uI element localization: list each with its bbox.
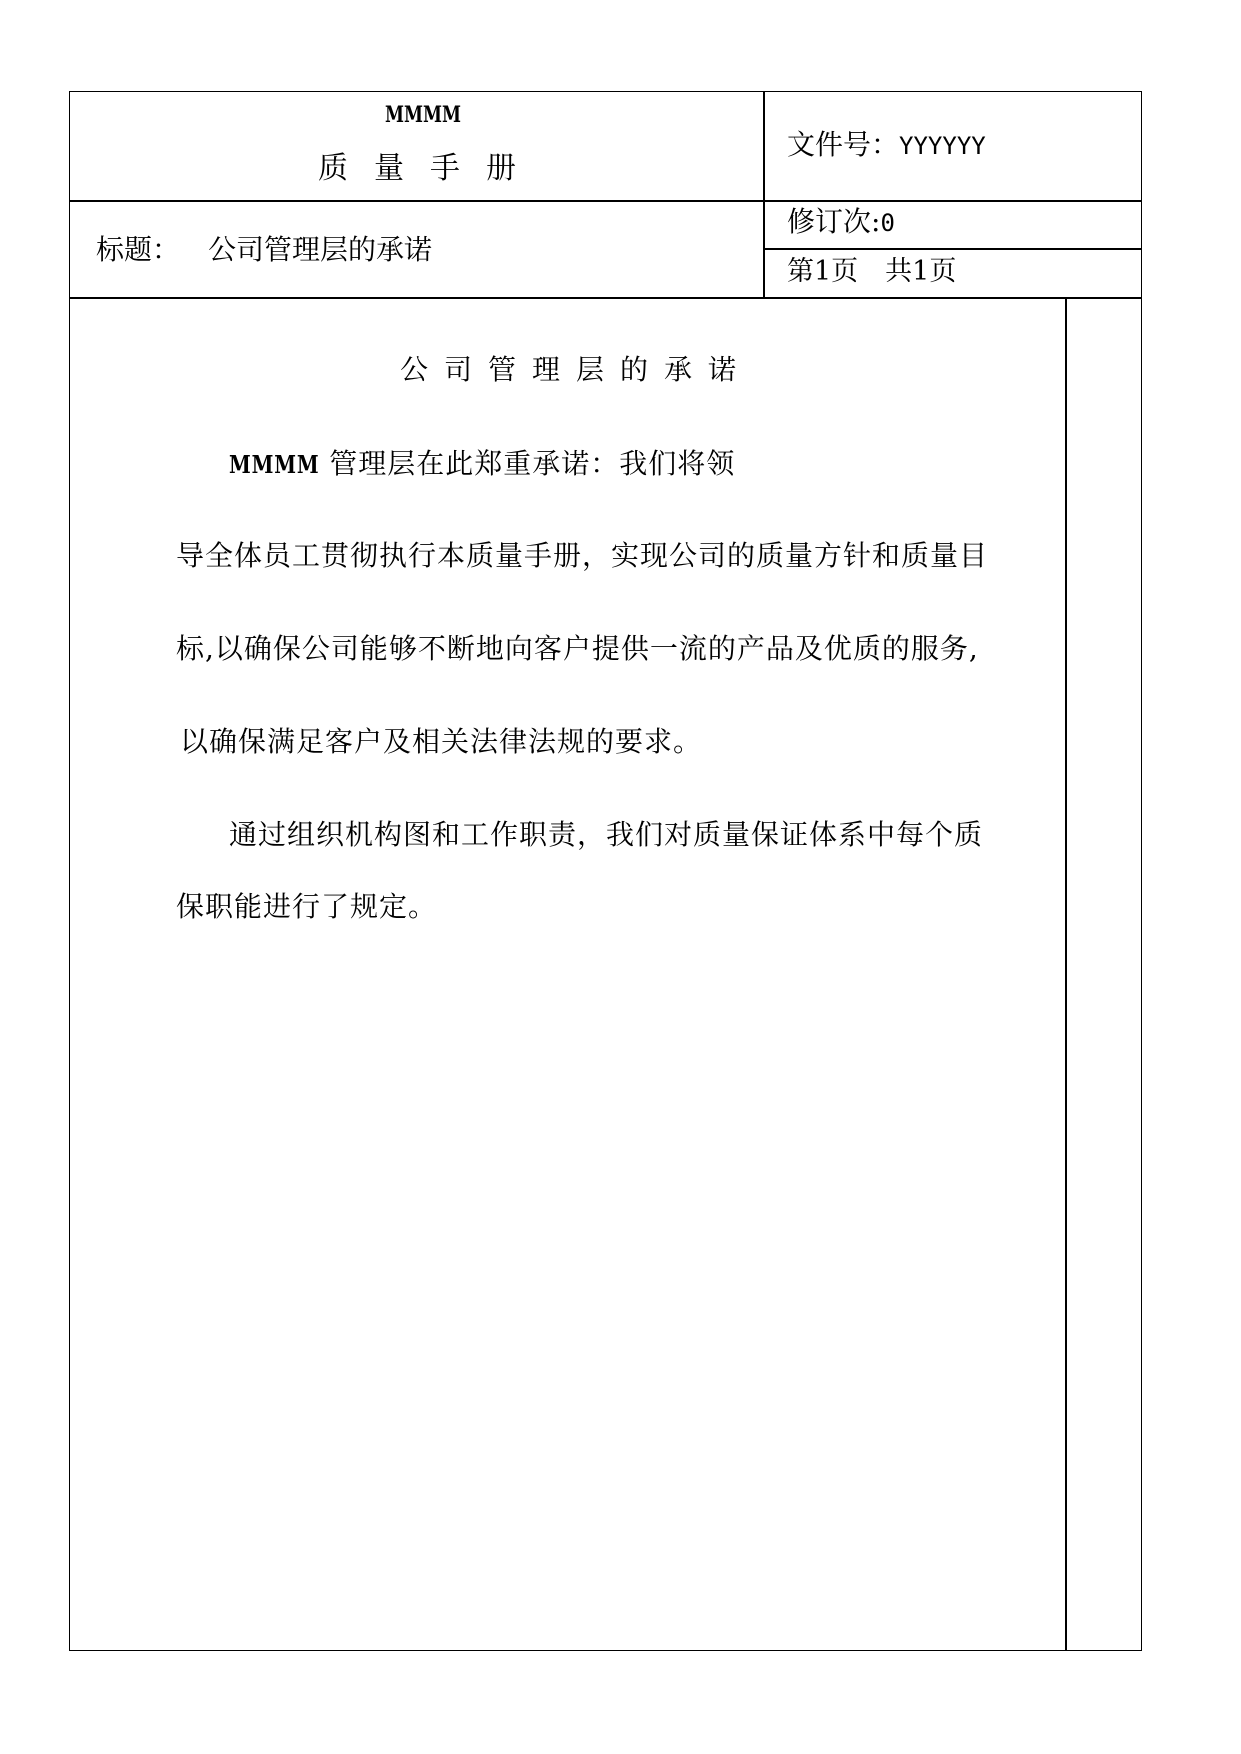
- paragraph-2-line-1: 通过组织机构图和工作职责，我们对质量保证体系中每个质: [229, 818, 984, 851]
- paragraph-1-line-4: 以确保满足客户及相关法律法规的要求。: [180, 725, 703, 758]
- body-margin-divider: [1065, 297, 1067, 1651]
- header-row-divider: [69, 200, 1142, 202]
- subject-label: 标题：: [96, 233, 181, 266]
- document-frame: [69, 91, 1142, 1651]
- revision-value: 0: [880, 209, 895, 237]
- paragraph-1-text: 管理层在此郑重承诺：我们将领: [329, 447, 736, 480]
- company-name: MMMM: [385, 102, 461, 128]
- paragraph-1-line-2: 导全体员工贯彻执行本质量手册，实现公司的质量方针和质量目: [176, 539, 989, 572]
- doc-number-value: YYYYYY: [899, 132, 986, 160]
- paragraph-2-line-2: 保职能进行了规定。: [176, 890, 438, 923]
- company-name-inline: MMMM: [229, 450, 320, 479]
- paragraph-1-line-1: [229, 447, 736, 480]
- paragraph-1-line-3: 标,以确保公司能够不断地向客户提供一流的产品及优质的服务,: [176, 632, 979, 665]
- header-bottom-divider: [69, 297, 1142, 299]
- subject: [96, 233, 433, 266]
- header-vertical-divider: [763, 91, 765, 298]
- body-heading: 公司管理层的承诺: [400, 353, 753, 386]
- page-info: 第1页 共1页: [787, 256, 957, 287]
- revision-row-divider: [763, 248, 1142, 250]
- revision-label: 修订次:: [787, 205, 881, 238]
- revision: [787, 205, 895, 238]
- doc-number: [787, 128, 986, 161]
- doc-number-label: 文件号：: [787, 128, 900, 161]
- subject-value: 公司管理层的承诺: [208, 233, 433, 266]
- manual-title: 质量手册: [318, 151, 542, 186]
